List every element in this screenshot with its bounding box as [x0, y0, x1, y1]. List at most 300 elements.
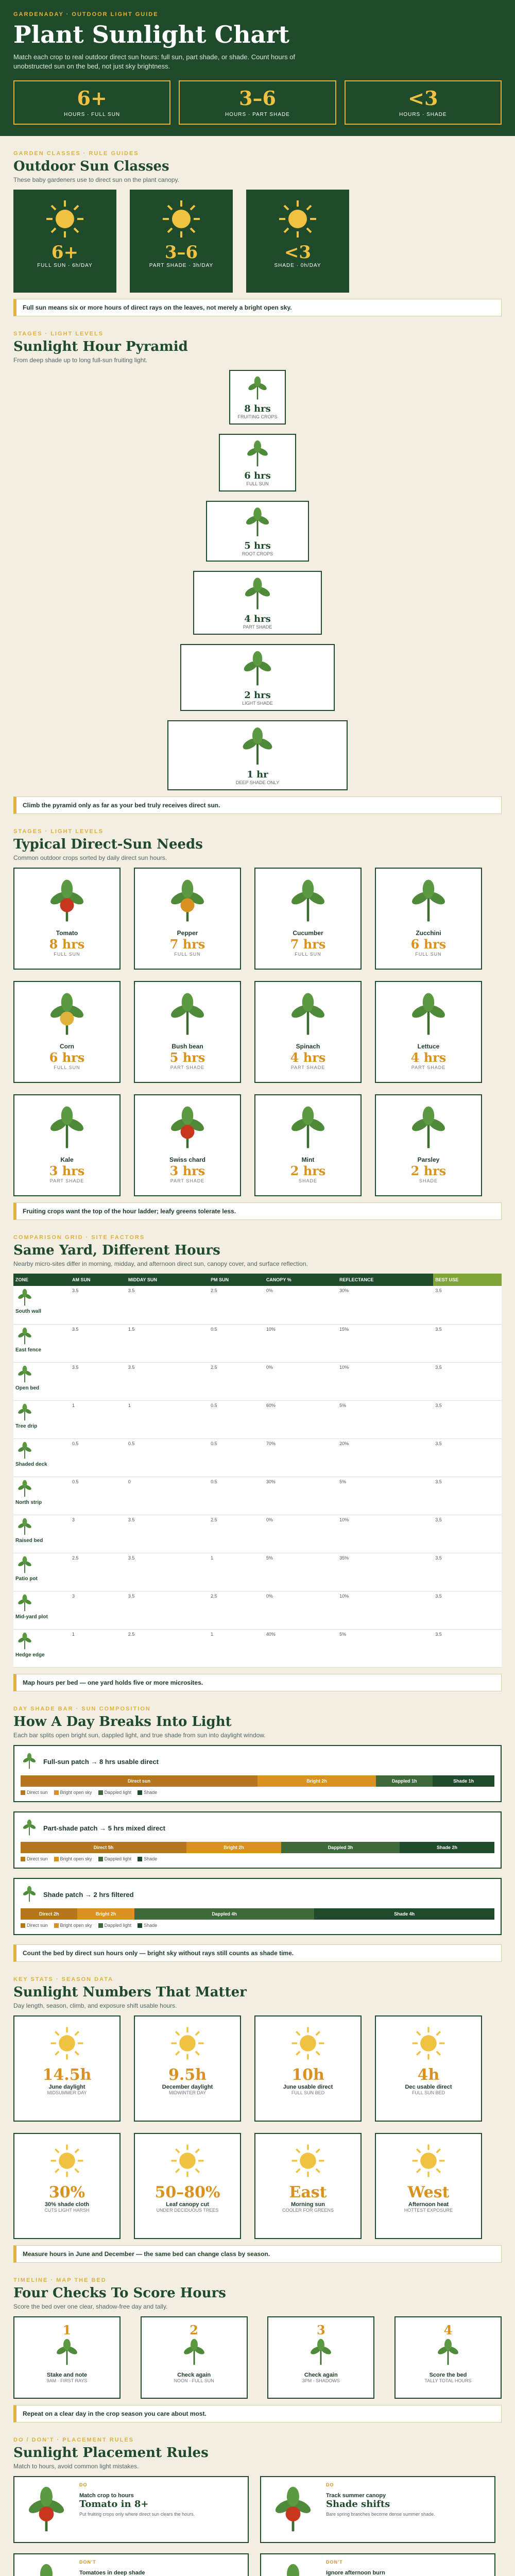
stat-value: <3 [408, 87, 438, 110]
sun-icon [139, 2021, 236, 2066]
plant-icon [185, 649, 330, 690]
bar-segment: Bright 2h [258, 1775, 376, 1787]
stat-name: 30% shade cloth [44, 2201, 90, 2208]
class-card [130, 190, 233, 293]
zone-label: North strip [15, 1499, 42, 1505]
table-row [13, 1362, 502, 1400]
crop-class: FULL SUN [54, 952, 80, 957]
class-card [13, 190, 116, 293]
rule-text [79, 2482, 195, 2537]
stat-caption: HOTTEST EXPOSURE [404, 2208, 453, 2213]
rule-headline: Shade shifts [326, 2499, 390, 2510]
crop-card [134, 981, 241, 1083]
day-title-text: Shade patch → 2 hrs filtered [43, 1891, 134, 1899]
section-note: Fruiting crops want the top of the hour ladder; leafy greens tolerate less. [13, 1202, 502, 1220]
crop-hours: 2 hrs [290, 1163, 326, 1179]
zone-label: Shaded deck [15, 1461, 47, 1467]
stat-card [13, 2015, 121, 2122]
checks-section [0, 2263, 515, 2422]
table-cell: 15% [337, 1324, 433, 1362]
stat-caption: CUTS LIGHT HARSH [44, 2208, 90, 2213]
plant-icon [20, 874, 114, 927]
section-title: How A Day Breaks Into Light [13, 1714, 232, 1730]
zone-label: Hedge edge [15, 1652, 45, 1658]
zone-label: Tree drip [15, 1423, 38, 1429]
step-caption: 3PM · SHADOWS [302, 2378, 340, 2384]
crop-name: Corn [60, 1043, 74, 1050]
plant-icon [211, 506, 304, 540]
class-value: <3 [284, 242, 312, 263]
table-cell: 3.5 [433, 1629, 502, 1667]
pyramid-level [229, 370, 286, 425]
class-label: SHADE · 0h/DAY [274, 263, 321, 269]
crop-hours: 4 hrs [290, 1050, 326, 1065]
table-row [13, 1477, 502, 1515]
table-cell: 30% [337, 1286, 433, 1324]
step-caption: NOON · FULL SUN [174, 2378, 214, 2384]
day-bar [21, 1842, 494, 1853]
legend-item [98, 1856, 132, 1861]
table-row [13, 1286, 502, 1324]
table-cell: 0% [264, 1362, 337, 1400]
bar-segment: Direct 2h [21, 1908, 77, 1920]
table-cell: 3.5 [70, 1362, 126, 1400]
table-header: CANOPY % [264, 1274, 337, 1286]
rule-tag: DON'T [326, 2560, 343, 2565]
sun-icon [19, 2021, 115, 2066]
crop-hours: 3 hrs [49, 1163, 85, 1179]
rule-title: Ignore afternoon burn [326, 2570, 385, 2576]
stat-name: Morning sun [291, 2201, 325, 2208]
zone-cell [13, 1400, 70, 1438]
table-cell: 3.5 [433, 1362, 502, 1400]
crop-name: Swiss chard [169, 1156, 206, 1164]
table-cell: 70% [264, 1438, 337, 1477]
section-title: Four Checks To Score Hours [13, 2285, 226, 2301]
plant-icon [15, 1403, 68, 1422]
crop-grid [13, 868, 502, 1196]
legend-item [98, 1790, 132, 1795]
legend-swatch [138, 1923, 142, 1928]
stat-label: HOURS · FULL SUN [64, 112, 121, 118]
legend-item [21, 1790, 48, 1795]
plant-icon [401, 2337, 495, 2369]
day-row [13, 1878, 502, 1935]
legend-label: Bright open sky [60, 1856, 92, 1861]
plant-icon [273, 2337, 368, 2369]
day-row [13, 1811, 502, 1869]
legend-label: Shade [144, 1856, 158, 1861]
table-cell: 40% [264, 1629, 337, 1667]
table-cell: 5% [337, 1629, 433, 1667]
stat-value: 6+ [77, 87, 107, 110]
table-row [13, 1553, 502, 1591]
bar-segment: Dappled 3h [281, 1842, 400, 1853]
table-cell: 5% [264, 1553, 337, 1591]
crop-class: FULL SUN [54, 1065, 80, 1071]
plant-icon [381, 874, 476, 927]
table-cell: 3.5 [126, 1553, 209, 1591]
table-cell: 3.5 [433, 1286, 502, 1324]
section-title: Outdoor Sun Classes [13, 159, 169, 175]
crop-hours: 2 hrs [410, 1163, 447, 1179]
section-kicker: TIMELINE · MAP THE BED [13, 2277, 107, 2284]
table-cell: 0.5 [209, 1477, 264, 1515]
table-cell: 3.5 [433, 1477, 502, 1515]
table-cell: 1 [209, 1553, 264, 1591]
table-cell: 3.5 [433, 1438, 502, 1477]
legend-label: Dappled light [104, 1856, 132, 1861]
table-cell: 5% [337, 1477, 433, 1515]
stat-card [134, 2015, 241, 2122]
table-cell: 2.5 [209, 1591, 264, 1629]
crop-name: Pepper [177, 929, 198, 937]
level-hours: 2 hrs [244, 690, 271, 701]
stat-card [345, 80, 502, 125]
table-cell: 3 [70, 1515, 126, 1553]
crop-card [13, 981, 121, 1083]
level-caption: FRUITING CROPS [237, 414, 278, 420]
rule-tag: DO [79, 2482, 88, 2488]
rules-section [0, 2422, 515, 2576]
plant-icon [266, 2560, 320, 2576]
bar-segment: Bright 2h [77, 1908, 134, 1920]
table-cell: 10% [337, 1591, 433, 1629]
plant-icon [21, 1819, 38, 1838]
yard-table [13, 1274, 502, 1668]
class-cards [13, 190, 502, 293]
stat-card [134, 2133, 241, 2239]
page-title: Plant Sunlight Chart [13, 21, 289, 48]
sun-icon [260, 2138, 356, 2183]
table-cell: 0.5 [209, 1324, 264, 1362]
crop-card [375, 981, 482, 1083]
day-legend [21, 1856, 494, 1861]
section-kicker: COMPARISON GRID · SITE FACTORS [13, 1234, 145, 1241]
day-bars [13, 1745, 502, 1935]
crop-card [254, 1094, 362, 1196]
legend-label: Dappled light [104, 1923, 132, 1928]
rule-card [13, 2476, 249, 2543]
sun-icon [20, 196, 110, 242]
legend-item [98, 1923, 132, 1928]
zone-cell [13, 1553, 70, 1591]
section-sub: Score the bed over one clear, shadow-free day and tally. [13, 2303, 168, 2311]
stat-value: East [289, 2183, 327, 2202]
legend-item [54, 1856, 92, 1861]
crop-class: PART SHADE [170, 1178, 205, 1184]
day-bar [21, 1908, 494, 1920]
table-cell: 2.5 [70, 1553, 126, 1591]
rule-caption: Bare spring branches become dense summer shade. [326, 2512, 435, 2517]
crop-hours: 6 hrs [410, 937, 447, 952]
rule-text [326, 2482, 435, 2537]
zone-cell [13, 1629, 70, 1667]
table-cell: 0.5 [209, 1438, 264, 1477]
stat-caption: MIDSUMMER DAY [47, 2090, 87, 2096]
plant-icon [21, 1885, 38, 1904]
plant-icon [261, 874, 355, 927]
sun-icon [252, 196, 343, 242]
day-title [21, 1819, 494, 1838]
table-cell: 0% [264, 1286, 337, 1324]
crop-class: PART SHADE [170, 1065, 205, 1071]
legend-item [54, 1790, 92, 1795]
legend-label: Direct sun [27, 1856, 48, 1861]
crop-name: Mint [301, 1156, 315, 1164]
plant-icon [20, 1100, 114, 1154]
yard-section [0, 1220, 515, 1691]
stat-card [13, 80, 170, 125]
pyramid-level [167, 720, 348, 790]
table-row [13, 1591, 502, 1629]
legend-swatch [21, 1857, 25, 1861]
zone-label: Open bed [15, 1385, 40, 1391]
section-kicker: DO / DON'T · PLACEMENT RULES [13, 2437, 134, 2444]
legend-swatch [21, 1923, 25, 1928]
stat-value: 3–6 [239, 87, 276, 110]
rule-caption: Put fruiting crops only where direct sun clears the hours. [79, 2512, 195, 2517]
stat-value: West [407, 2183, 450, 2202]
stat-value: 14.5h [42, 2066, 92, 2084]
plant-icon [20, 987, 114, 1041]
crop-class: FULL SUN [295, 952, 321, 957]
table-cell: 0.5 [126, 1438, 209, 1477]
needs-section [0, 814, 515, 1220]
class-value: 3–6 [164, 242, 198, 263]
zone-label: Raised bed [15, 1537, 43, 1544]
table-cell: 30% [264, 1477, 337, 1515]
step-caption: TALLY TOTAL HOURS [424, 2378, 472, 2384]
pyramid-level [180, 644, 335, 711]
legend-label: Direct sun [27, 1789, 48, 1795]
section-kicker: DAY SHADE BAR · SUN COMPOSITION [13, 1705, 151, 1712]
legend-item [54, 1923, 92, 1928]
crop-name: Cucumber [293, 929, 323, 937]
section-sub: From deep shade up to long full-sun fruiting light. [13, 357, 148, 364]
stat-card [254, 2015, 362, 2122]
table-header: AM SUN [70, 1274, 126, 1286]
legend-item [138, 1923, 157, 1928]
check-step [141, 2316, 248, 2399]
section-sub: These baby gardeners use to direct sun on the plant canopy. [13, 176, 179, 184]
plant-icon [15, 1594, 68, 1613]
table-cell: 0% [264, 1515, 337, 1553]
level-hours: 5 hrs [244, 540, 271, 552]
crop-name: Spinach [296, 1043, 320, 1050]
rule-text [79, 2560, 168, 2576]
stat-caption: UNDER DECIDUOUS TREES [156, 2208, 219, 2213]
bar-segment: Dappled 4h [134, 1908, 315, 1920]
legend-item [21, 1856, 48, 1861]
rule-card [260, 2553, 495, 2576]
step-number: 3 [316, 2323, 325, 2338]
crop-hours: 3 hrs [169, 1163, 205, 1179]
table-cell: 0% [264, 1591, 337, 1629]
section-note: Count the bed by direct sun hours only — bright sky without rays still counts as shade time. [13, 1944, 502, 1962]
plant-icon [381, 987, 476, 1041]
stat-name: June daylight [48, 2084, 85, 2091]
crop-card [254, 981, 362, 1083]
table-cell: 3.5 [433, 1591, 502, 1629]
plant-icon [15, 1441, 68, 1461]
legend-label: Dappled light [104, 1789, 132, 1795]
plant-icon [20, 2560, 73, 2576]
section-title: Sunlight Hour Pyramid [13, 339, 188, 355]
section-note: Repeat on a clear day in the crop season you care about most. [13, 2405, 502, 2422]
level-caption: FULL SUN [246, 481, 269, 487]
table-cell: 35% [337, 1553, 433, 1591]
hero-stats [13, 80, 502, 125]
table-cell: 1 [126, 1400, 209, 1438]
stat-card [179, 80, 336, 125]
table-cell: 3.5 [70, 1324, 126, 1362]
legend-item [21, 1923, 48, 1928]
zone-cell [13, 1286, 70, 1324]
table-cell: 0.5 [209, 1400, 264, 1438]
plant-icon [147, 2337, 242, 2369]
table-cell: 0.5 [70, 1477, 126, 1515]
rule-tag: DO [326, 2482, 334, 2488]
table-cell: 1.5 [126, 1324, 209, 1362]
plant-icon [15, 1288, 68, 1308]
table-cell: 3.5 [126, 1362, 209, 1400]
bar-segment: Direct 5h [21, 1842, 186, 1853]
table-row [13, 1515, 502, 1553]
stat-card [13, 2133, 121, 2239]
class-label: PART SHADE · 3h/DAY [149, 263, 214, 269]
section-note: Map hours per bed — one yard holds five or more microsites. [13, 1674, 502, 1691]
table-cell: 10% [337, 1515, 433, 1553]
zone-label: Patio pot [15, 1575, 38, 1582]
section-title: Sunlight Placement Rules [13, 2445, 209, 2461]
day-title [21, 1752, 494, 1771]
class-label: FULL SUN · 6h/DAY [37, 263, 93, 269]
class-card [246, 190, 349, 293]
plant-icon [261, 1100, 355, 1154]
stat-name: Afternoon heat [408, 2201, 449, 2208]
stat-card [375, 2133, 482, 2239]
level-caption: ROOT CROPS [242, 551, 273, 557]
zone-label: East fence [15, 1347, 42, 1353]
plant-icon [381, 1100, 476, 1154]
table-cell: 0.5 [70, 1438, 126, 1477]
sun-icon [380, 2021, 477, 2066]
crop-card [13, 1094, 121, 1196]
crop-hours: 7 hrs [169, 937, 205, 952]
table-cell: 0 [126, 1477, 209, 1515]
table-cell: 20% [337, 1438, 433, 1477]
bar-segment: Shade 4h [314, 1908, 494, 1920]
zone-label: South wall [15, 1309, 41, 1315]
table-cell: 3.5 [126, 1286, 209, 1324]
legend-label: Shade [144, 1789, 158, 1795]
zone-cell [13, 1477, 70, 1515]
bar-segment: Shade 1h [433, 1775, 494, 1787]
pyramid [13, 370, 502, 790]
legend-swatch [54, 1923, 59, 1928]
table-row [13, 1400, 502, 1438]
stat-value: 50–80% [154, 2183, 220, 2202]
rule-title: Match crop to hours [79, 2493, 134, 2499]
stat-name: Dec usable direct [405, 2084, 452, 2091]
bar-segment: Dappled 1h [376, 1775, 433, 1787]
crop-name: Tomato [56, 929, 78, 937]
day-title-text: Full-sun patch → 8 hrs usable direct [43, 1757, 159, 1766]
stat-caption: FULL SUN BED [291, 2090, 325, 2096]
crop-name: Kale [60, 1156, 74, 1164]
plant-icon [20, 2482, 73, 2536]
plant-icon [140, 1100, 235, 1154]
day-legend [21, 1790, 494, 1795]
section-title: Same Yard, Different Hours [13, 1243, 220, 1259]
crop-class: SHADE [419, 1178, 438, 1184]
crop-class: PART SHADE [49, 1178, 84, 1184]
crop-class: FULL SUN [415, 952, 442, 957]
table-cell: 1 [70, 1629, 126, 1667]
section-title: Sunlight Numbers That Matter [13, 1985, 247, 2001]
table-cell: 10% [337, 1362, 433, 1400]
section-note: Measure hours in June and December — the same bed can change class by season. [13, 2245, 502, 2263]
plant-icon [140, 874, 235, 927]
stat-caption: MIDWINTER DAY [168, 2090, 207, 2096]
level-caption: DEEP SHADE ONLY [235, 780, 280, 786]
level-caption: PART SHADE [243, 624, 272, 630]
crop-card [375, 1094, 482, 1196]
pyramid-level [193, 571, 322, 635]
table-cell: 2.5 [209, 1362, 264, 1400]
day-section [0, 1691, 515, 1962]
crop-hours: 8 hrs [49, 937, 85, 952]
step-name: Score the bed [429, 2372, 467, 2379]
stat-grid [13, 2015, 502, 2239]
plant-icon [21, 1752, 38, 1771]
sun-icon [380, 2138, 477, 2183]
check-step [267, 2316, 374, 2399]
table-cell: 60% [264, 1400, 337, 1438]
sun-icon [136, 196, 227, 242]
hero [0, 0, 515, 136]
plant-icon [15, 1517, 68, 1537]
rule-title: Track summer canopy [326, 2493, 386, 2499]
zone-cell [13, 1324, 70, 1362]
stat-name: June usable direct [283, 2084, 333, 2091]
step-number: 1 [62, 2323, 72, 2338]
rule-text [326, 2560, 447, 2576]
section-kicker: STAGES · LIGHT LEVELS [13, 828, 104, 835]
pyramid-level [219, 434, 296, 492]
pyramid-section [0, 316, 515, 814]
stat-value: 4h [417, 2066, 440, 2084]
pyramid-level [206, 501, 309, 562]
table-cell: 5% [337, 1400, 433, 1438]
crop-class: FULL SUN [174, 952, 201, 957]
plant-icon [261, 987, 355, 1041]
crop-name: Parsley [417, 1156, 440, 1164]
plant-icon [15, 1327, 68, 1346]
step-number: 4 [443, 2323, 453, 2338]
crop-class: PART SHADE [411, 1065, 446, 1071]
section-kicker: KEY STATS · SEASON DATA [13, 1976, 114, 1983]
crop-hours: 4 hrs [410, 1050, 447, 1065]
sun-icon [139, 2138, 236, 2183]
legend-swatch [21, 1790, 25, 1795]
legend-swatch [98, 1923, 103, 1928]
step-caption: 9AM · FIRST RAYS [46, 2378, 88, 2384]
check-step [394, 2316, 502, 2399]
stat-value: 10h [291, 2066, 324, 2084]
table-row [13, 1438, 502, 1477]
